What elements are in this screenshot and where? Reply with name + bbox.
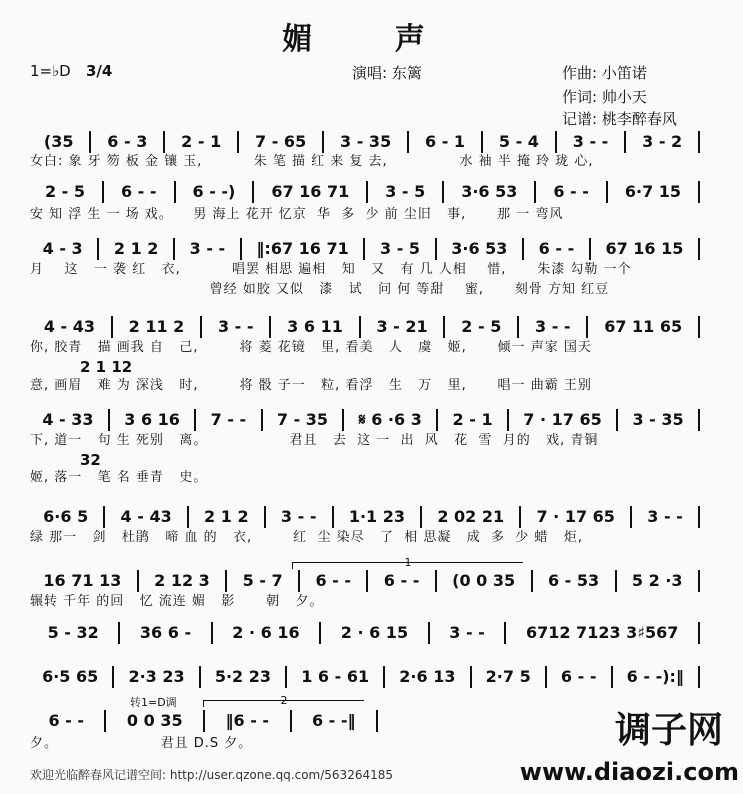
measure: 7 · 17 65 xyxy=(521,506,632,528)
measure: 6 - - xyxy=(368,570,436,592)
measure: 6 - 1 xyxy=(409,131,483,153)
measure: 67 11 65 xyxy=(588,316,700,338)
measure: 2 - 5 xyxy=(28,181,104,203)
measure: 6 - - xyxy=(524,238,591,260)
measure: 5·2 23 xyxy=(201,666,287,688)
measure: 6·6 5 xyxy=(28,506,105,528)
measure: 6 - - xyxy=(104,181,176,203)
measure: 2 12 3 xyxy=(139,570,227,592)
measure: 3 6 16 xyxy=(110,409,196,431)
measure: 6712 7123 3♯567 xyxy=(506,622,700,644)
staff-line xyxy=(28,181,700,203)
measure: 6·7 15 xyxy=(608,181,700,203)
volta-bracket: 2 xyxy=(203,700,364,707)
measure: 6 - - xyxy=(536,181,608,203)
lyric-line: 安 知 浮 生 一 场 戏。 男 海上 花开 忆京 华 多 少 前 尘旧 事, 那 一 弯风 xyxy=(30,207,564,222)
measure: 3 - 2 xyxy=(626,131,700,153)
lyric-line: 绿 那一 剑 杜鹃 啼 血 的 衣, 红 尘 染尽 了 相 思凝 成 多 少 蜡 炬, xyxy=(30,530,583,545)
measure: 3 - 35 xyxy=(618,409,700,431)
watermark-logo: 调子网 xyxy=(614,710,723,751)
measure: 7 - 35 xyxy=(263,409,345,431)
measure: 5 2 ·3 xyxy=(617,570,700,592)
lyric-line: 夕。 君且 D.S 夕。 xyxy=(30,736,253,751)
measure: 2 - 5 xyxy=(445,316,519,338)
measure: 67 16 71 xyxy=(254,181,368,203)
measure: 67 16 15 xyxy=(591,238,700,260)
measure: 1 6 - 61 xyxy=(287,666,385,688)
measure: 4 - 3 xyxy=(28,238,99,260)
lyric-line: 月 这 一 袭 红 衣, 唱罢 相思 遍相 知 又 有 几 人相 惜, 朱漆 勾勒 一个 xyxy=(30,262,632,277)
measure: 6 - 3 xyxy=(91,131,165,153)
modulation-mark: 转1=D调 xyxy=(130,696,177,709)
measure: (0 0 35 xyxy=(437,570,533,592)
measure: 3·6 53 xyxy=(437,238,524,260)
measure: 2 · 6 16 xyxy=(213,622,321,644)
measure: 3 - 21 xyxy=(361,316,446,338)
measure: 3 - - xyxy=(632,506,700,528)
measure: 6 - - xyxy=(28,710,106,732)
measure: 6 - 53 xyxy=(533,570,617,592)
lyric-line: 下, 道一 句 生 死别 离。 君且 去 这 一 出 风 花 雪 月的 戏, 青铜 xyxy=(30,433,599,448)
measure: 6 - -‖ xyxy=(292,710,378,732)
measure: (35 xyxy=(28,131,91,153)
staff-line xyxy=(28,710,378,732)
measure: 5 - 32 xyxy=(28,622,120,644)
measure: 2·6 13 xyxy=(385,666,471,688)
transcriber: 记谱: 桃李醉春风 xyxy=(562,110,677,128)
song-title: 媚 声 xyxy=(282,22,461,57)
lyric-line: 女白: 象 牙 笏 板 金 镶 玉, 朱 笔 描 红 来 复 去, 水 袖 半 掩 玲 珑 心, xyxy=(30,154,594,169)
staff-line xyxy=(28,409,700,431)
measure: 3 - 35 xyxy=(324,131,409,153)
measure: 2 1 2 xyxy=(189,506,266,528)
lyricist: 作词: 帅小天 xyxy=(562,88,647,106)
measure: 6 - -):‖ xyxy=(613,666,700,688)
key-signature: 1=♭D xyxy=(30,62,71,80)
measure: 6 - -) xyxy=(176,181,255,203)
measure: 𝄋 6 ·6 3 xyxy=(344,409,438,431)
measure: 6 - - xyxy=(547,666,613,688)
measure: 6·5 65 xyxy=(28,666,114,688)
measure: 3 - - xyxy=(266,506,334,528)
lyric-line: 你, 胶青 描 画我 自 己, 将 菱 花镜 里, 看美 人 虞 姬, 倾一 声家 国天 xyxy=(30,340,592,355)
measure: 7 · 17 65 xyxy=(509,409,618,431)
time-signature: 3/4 xyxy=(86,62,113,80)
measure: 2 1 2 xyxy=(99,238,175,260)
measure: 4 - 43 xyxy=(28,316,113,338)
alt-notes: 2 1 12 xyxy=(80,358,133,376)
measure: ‖:67 16 71 xyxy=(242,238,366,260)
measure: 3 - - xyxy=(175,238,242,260)
staff-line xyxy=(28,131,700,153)
measure: 5 - 4 xyxy=(483,131,557,153)
staff-line xyxy=(28,506,700,528)
measure: 36 6 - xyxy=(120,622,212,644)
measure: 3 - - xyxy=(557,131,626,153)
measure: 7 - - xyxy=(196,409,262,431)
measure: 3 - - xyxy=(202,316,271,338)
composer: 作曲: 小笛诺 xyxy=(562,64,647,82)
measure: 5 - 7 xyxy=(227,570,300,592)
staff-line xyxy=(28,570,700,592)
staff-line xyxy=(28,666,700,688)
measure: 3 - 5 xyxy=(368,181,444,203)
alt-lyric-line: 意, 画眉 难 为 深浅 时, 将 骰 子一 粒, 看浮 生 万 里, 唱一 曲霸 王别 xyxy=(30,378,592,393)
measure: 2 02 21 xyxy=(422,506,521,528)
measure: 3 - 5 xyxy=(365,238,436,260)
measure: 2·7 5 xyxy=(472,666,547,688)
footer-text: 欢迎光临醉春风记谱空间: http://user.qzone.qq.com/563264185 xyxy=(30,768,394,782)
watermark-url: www.diaozi.com xyxy=(519,758,739,786)
measure: 2 - 1 xyxy=(165,131,239,153)
measure: 3·6 53 xyxy=(444,181,536,203)
measure: 2 11 2 xyxy=(113,316,202,338)
measure: 3 - - xyxy=(430,622,507,644)
measure: 2 - 1 xyxy=(438,409,509,431)
measure: 0 0 35 xyxy=(106,710,205,732)
lyric-line: 曾经 如胶 又似 漆 试 问 何 等甜 蜜, 刻骨 方知 红豆 xyxy=(30,282,610,297)
measure: 2 · 6 15 xyxy=(321,622,429,644)
staff-line xyxy=(28,316,700,338)
measure: 3 - - xyxy=(519,316,588,338)
staff-line xyxy=(28,622,700,644)
measure: 7 - 65 xyxy=(239,131,324,153)
measure: 6 - - xyxy=(300,570,368,592)
singer: 演唱: 东篱 xyxy=(352,64,422,82)
measure: 4 - 43 xyxy=(105,506,189,528)
alt-notes: 32 xyxy=(80,451,101,469)
measure: ‖6 - - xyxy=(205,710,291,732)
alt-lyric-line: 姬, 落一 笔 名 垂青 史。 xyxy=(30,470,208,485)
measure: 1·1 23 xyxy=(334,506,423,528)
volta-bracket: 1 xyxy=(292,562,523,569)
measure: 4 - 33 xyxy=(28,409,110,431)
measure: 16 71 13 xyxy=(28,570,139,592)
lyric-line: 辗转 千年 的回 忆 流连 媚 影 朝 夕。 xyxy=(30,594,324,609)
measure: 3 6 11 xyxy=(271,316,360,338)
staff-line xyxy=(28,238,700,260)
measure: 2·3 23 xyxy=(114,666,200,688)
